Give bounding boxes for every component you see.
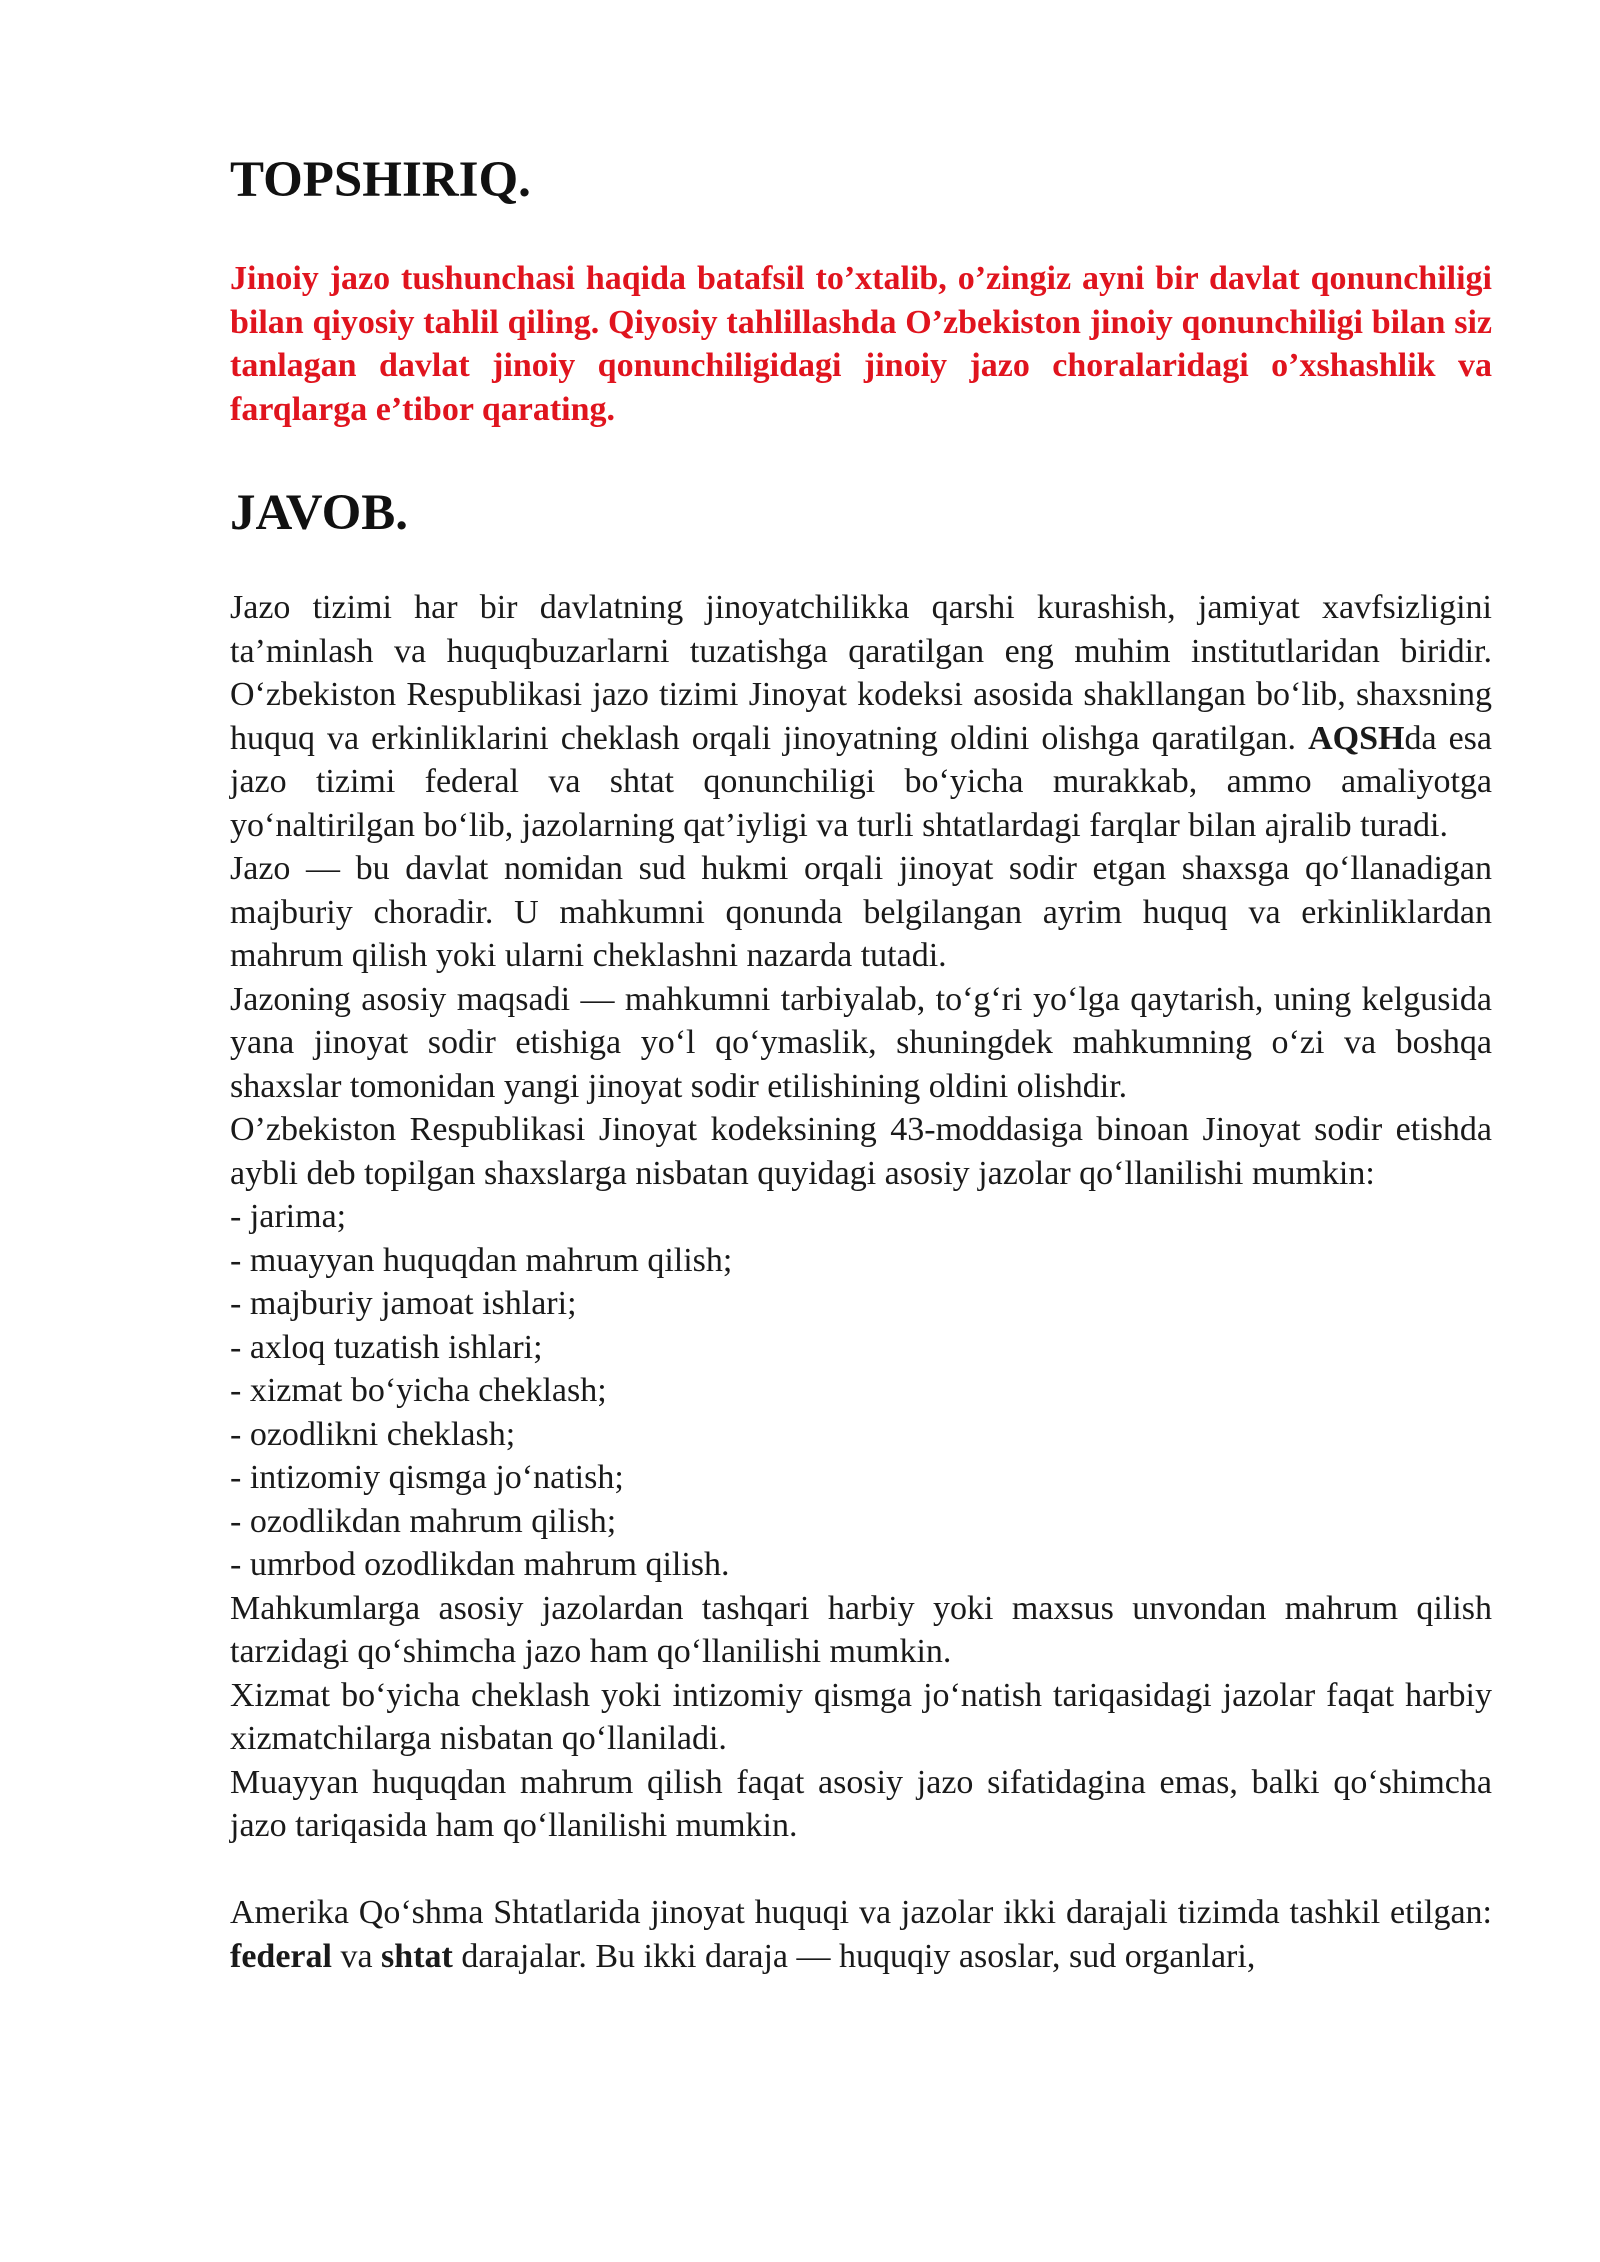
list-item: - ozodlikni cheklash; — [230, 1415, 516, 1453]
paragraph-1-text-b: da esa jazo tizimi federal va shtat qonunchiligi bo‘yicha murakkab, ammo amaliyotga yo‘naltirilgan bo‘lib, jazolarning qat’iyligi va turli shtatlardagi farqlar bilan ajralib turadi. — [230, 719, 1492, 844]
list-item: - intizomiy qismga jo‘natish; — [230, 1459, 624, 1497]
list-item: - axloq tuzatish ishlari; — [230, 1328, 543, 1366]
paragraph-8 — [230, 1891, 1492, 1978]
paragraph-1-text-a: Jazo tizimi har bir davlatning jinoyatchilikka qarshi kurashish, jamiyat xavfsizligini ta’minlash va huquqbuzarlarni tuzatishga qaratilgan eng muhim institutlaridan biridir. O‘zbekiston Respublikasi jazo tizimi Jinoyat kodeksi asosida shakllangan bo‘lib, shaxsning huquq va erkinliklarini cheklash orqali jinoyatning oldini olishga qaratilgan. — [230, 589, 1492, 757]
paragraph-8-bold-federal: federal — [230, 1937, 332, 1975]
paragraph-1-bold: AQSH — [1308, 719, 1405, 757]
paragraph-7: Muayyan huquqdan mahrum qilish faqat asosiy jazo sifatidagina emas, balki qo‘shimcha jazo tariqasida ham qo‘llanilishi mumkin. — [230, 1763, 1492, 1845]
list-item: - ozodlikdan mahrum qilish; — [230, 1502, 617, 1540]
paragraph-8-text-b: va — [331, 1937, 382, 1975]
paragraph-gap — [230, 1848, 1492, 1892]
answer-body — [230, 586, 1492, 1978]
document-page — [230, 150, 1492, 1978]
paragraph-6: Xizmat bo‘yicha cheklash yoki intizomiy qismga jo‘natish tariqasidagi jazolar faqat harbiy xizmatchilarga nisbatan qo‘llaniladi. — [230, 1676, 1492, 1758]
answer-heading: JAVOB. — [230, 485, 409, 542]
list-item: - xizmat bo‘yicha cheklash; — [230, 1372, 607, 1410]
list-item: - majburiy jamoat ishlari; — [230, 1285, 577, 1323]
paragraph-4: O’zbekiston Respublikasi Jinoyat kodeksining 43-moddasiga binoan Jinoyat sodir etishda aybli deb topilgan shaxslarga nisbatan quyidagi asosiy jazolar qo‘llanilishi mumkin: — [230, 1111, 1492, 1192]
paragraph-1 — [230, 586, 1492, 847]
list-item: - muayyan huquqdan mahrum qilish; — [230, 1241, 733, 1279]
paragraph-3: Jazoning asosiy maqsadi — mahkumni tarbiyalab, to‘g‘ri yo‘lga qaytarish, uning kelgusida yana jinoyat sodir etishiga yo‘l qo‘ymaslik, shuningdek mahkumning o‘zi va boshqa shaxslar tomonidan yangi jinoyat sodir etilishining oldini olishdir. — [230, 980, 1492, 1105]
list-item: - jarima; — [230, 1198, 347, 1236]
paragraph-2: Jazo — bu davlat nomidan sud hukmi orqali jinoyat sodir etgan shaxsga qo‘llanadigan majburiy choradir. U mahkumni qonunda belgilangan ayrim huquq va erkinliklardan mahrum qilish yoki ularni cheklashni nazarda tutadi. — [230, 850, 1492, 975]
punishment-list — [230, 1195, 1492, 1587]
list-item: - umrbod ozodlikdan mahrum qilish. — [230, 1546, 730, 1584]
task-text: Jinoiy jazo tushunchasi haqida batafsil to’xtalib, o’zingiz ayni bir davlat qonunchiligi bilan qiyosiy tahlil qiling. Qiyosiy tahlillashda O’zbekiston jinoiy qonunchiligi bilan siz tanlagan davlat jinoiy qonunchiligidagi jinoiy jazo choralaridagi o’xshashlik va farqlarga e’tibor qarating. — [230, 260, 1492, 428]
paragraph-8-bold-shtat: shtat — [381, 1937, 453, 1975]
paragraph-8-text-c: darajalar. Bu ikki daraja — huquqiy asoslar, sud organlari, — [452, 1937, 1256, 1975]
task-heading: TOPSHIRIQ. — [230, 152, 531, 208]
paragraph-5: Mahkumlarga asosiy jazolardan tashqari harbiy yoki maxsus unvondan mahrum qilish tarzidagi qo‘shimcha jazo ham qo‘llanilishi mumkin. — [230, 1589, 1492, 1671]
paragraph-8-text-a: Amerika Qo‘shma Shtatlarida jinoyat huquqi va jazolar ikki darajali tizimda tashkil etilgan: — [230, 1894, 1492, 1932]
